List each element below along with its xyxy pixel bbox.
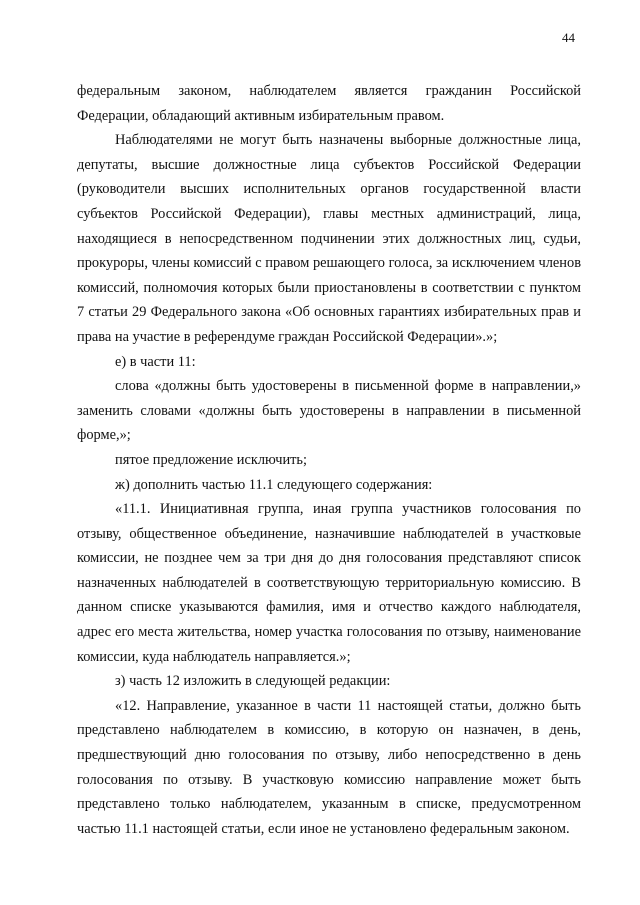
paragraph-part-11-1: «11.1. Инициативная группа, иная группа участников голосования по отзыву, общественное объединение, назначившие наблюдателей в участковые комиссии, не позднее чем за три дня до дня голосования представляют список назначенных наблюдателей в соответствующую территориальную комиссию. В данном списке указываются фамилия, имя и отчество каждого наблюдателя, адрес его места жительства, номер участка голосования по отзыву, наименование комиссии, куда наблюдатель направляется.»; — [77, 501, 581, 665]
paragraph-item-z: з) часть 12 изложить в следующей редакции: — [115, 673, 391, 690]
paragraph-replace-words: слова «должны быть удостоверены в письменной форме в направлении,» заменить словами «должны быть удостоверены в направлении в письменной форме,»; — [77, 378, 581, 444]
paragraph-item-e: е) в части 11: — [115, 353, 196, 370]
paragraph-fifth-sentence: пятое предложение исключить; — [115, 451, 307, 468]
paragraph-item-zh: ж) дополнить частью 11.1 следующего содержания: — [115, 476, 433, 493]
paragraph-continuation: федеральным законом, наблюдателем является гражданин Российской Федерации, обладающий активным избирательным правом. — [77, 83, 581, 124]
page-number: 44 — [562, 30, 575, 45]
paragraph-part-12: «12. Направление, указанное в части 11 настоящей статьи, должно быть представлено наблюдателем в комиссию, в которую он назначен, в день, предшествующий дню голосования по отзыву, либо непосредственно в день голосования по отзыву. В участковую комиссию направление может быть представлено только наблюдателем, указанным в списке, предусмотренном частью 11.1 настоящей статьи, если иное не установлено федеральным законом. — [77, 697, 581, 837]
paragraph-observers-restrictions: Наблюдателями не могут быть назначены выборные должностные лица, депутаты, высшие должностные лица субъектов Российской Федерации (руководители высших исполнительных органов государственной власти субъектов Российской Федерации), главы местных администраций, лица, находящиеся в непосредственном подчинении этих должностных лиц, судьи, прокуроры, члены комиссий с правом решающего голоса, за исключением членов комиссий, полномочия которых были приостановлены в соответствии с пунктом 7 статьи 29 Федерального закона «Об основных гарантиях избирательных прав и права на участие в референдуме граждан Российской Федерации».»; — [77, 132, 581, 345]
document-body — [77, 79, 581, 841]
